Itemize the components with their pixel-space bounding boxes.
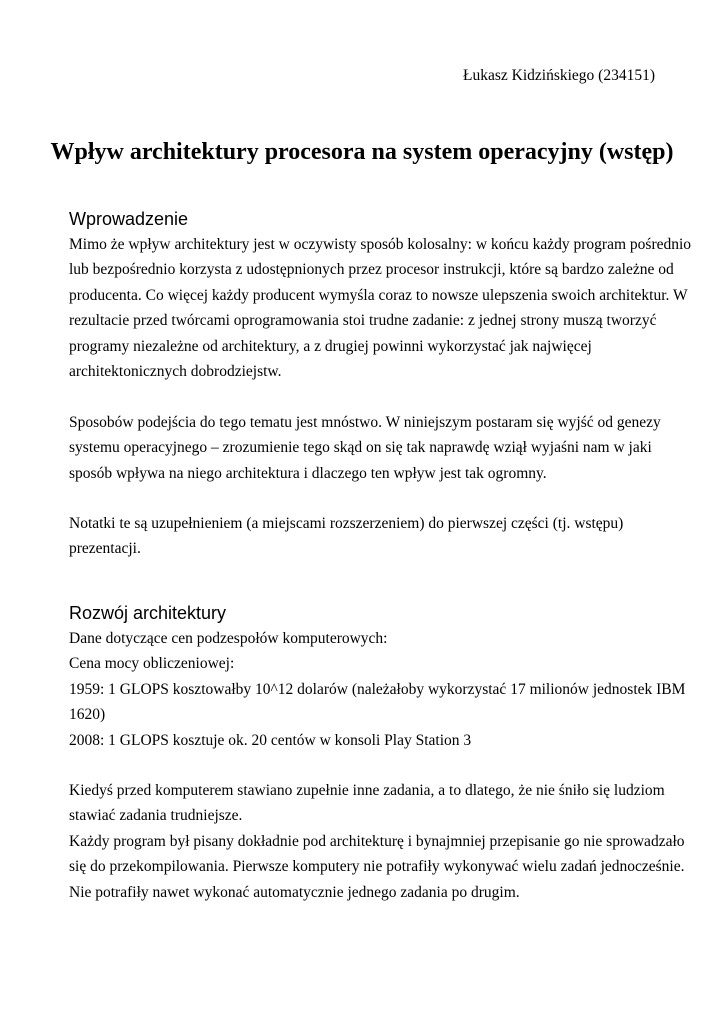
text-line: systemu operacyjnego – zrozumienie tego skąd on się tak naprawdę wziął wyjaśni nam w jaki bbox=[69, 439, 652, 457]
text-line: Notatki te są uzupełnieniem (a miejscami rozszerzeniem) do pierwszej części (tj. wstępu) bbox=[69, 515, 624, 532]
text-line: stawiać zadania trudniejsze. bbox=[69, 807, 243, 825]
text-line: Sposobów podejścia do tego tematu jest mnóstwo. W niniejszym postaram się wyjść od genezy bbox=[69, 414, 661, 431]
section-heading-introduction: Wprowadzenie bbox=[69, 209, 189, 229]
text-line: Mimo że wpływ architektury jest w oczywisty sposób kolosalny: w końcu każdy program pośrednio bbox=[69, 236, 692, 253]
text-line: Nie potrafiły nawet wykonać automatycznie jednego zadania po drugim. bbox=[69, 883, 520, 901]
text-line: się do przekompilowania. Pierwsze komputery nie potrafiły wykonywać wielu zadań jednocześnie. bbox=[69, 858, 685, 876]
text-line: prezentacji. bbox=[69, 540, 141, 558]
text-line: Dane dotyczące cen podzespołów komputerowych: bbox=[69, 630, 388, 647]
text-line: sposób wpływa na niego architektura i dlaczego ten wpływ jest tak ogromny. bbox=[69, 464, 547, 482]
text-line: programy niezależne od architektury, a z drugiej powinni wykorzystać jak najwięcej bbox=[69, 337, 592, 355]
text-line: 2008: 1 GLOPS kosztuje ok. 20 centów w konsoli Play Station 3 bbox=[69, 731, 472, 749]
paragraph-intro-3 bbox=[69, 511, 659, 562]
text-line: producenta. Co więcej każdy producent wymyśla coraz to nowsze ulepszenia swoich architektur. W bbox=[69, 286, 688, 304]
text-line: lub bezpośrednio korzysta z udostępnionych przez procesor instrukcji, które są bardzo zależne od bbox=[69, 261, 674, 279]
text-line: rezultacie przed twórcami oprogramowania stoi trudne zadanie: z jednej strony muszą tworzyć bbox=[69, 312, 657, 330]
section-heading-architecture-development: Rozwój architektury bbox=[69, 603, 227, 623]
paragraph-intro-2 bbox=[69, 410, 659, 486]
text-line: 1620) bbox=[69, 706, 106, 724]
text-line: architektonicznych dobrodziejstw. bbox=[69, 363, 282, 381]
text-line: Cena mocy obliczeniowej: bbox=[69, 655, 235, 673]
author-line: Łukasz Kidzińskiego (234151) bbox=[463, 67, 655, 84]
text-line: Każdy program był pisany dokładnie pod architekturę i bynajmniej przepisanie go nie sprowadzało bbox=[69, 832, 685, 850]
paragraph-architecture-2 bbox=[69, 778, 685, 905]
text-line: Kiedyś przed komputerem stawiano zupełnie inne zadania, a to dlatego, że nie śniło się ludziom bbox=[69, 782, 665, 799]
paragraph-architecture-1 bbox=[69, 626, 686, 753]
document-title: Wpływ architektury procesora na system operacyjny (wstęp) bbox=[50, 139, 674, 165]
paragraph-intro-1 bbox=[69, 232, 692, 384]
text-line: 1959: 1 GLOPS kosztowałby 10^12 dolarów (należałoby wykorzystać 17 milionów jednostek IBM bbox=[69, 680, 686, 698]
